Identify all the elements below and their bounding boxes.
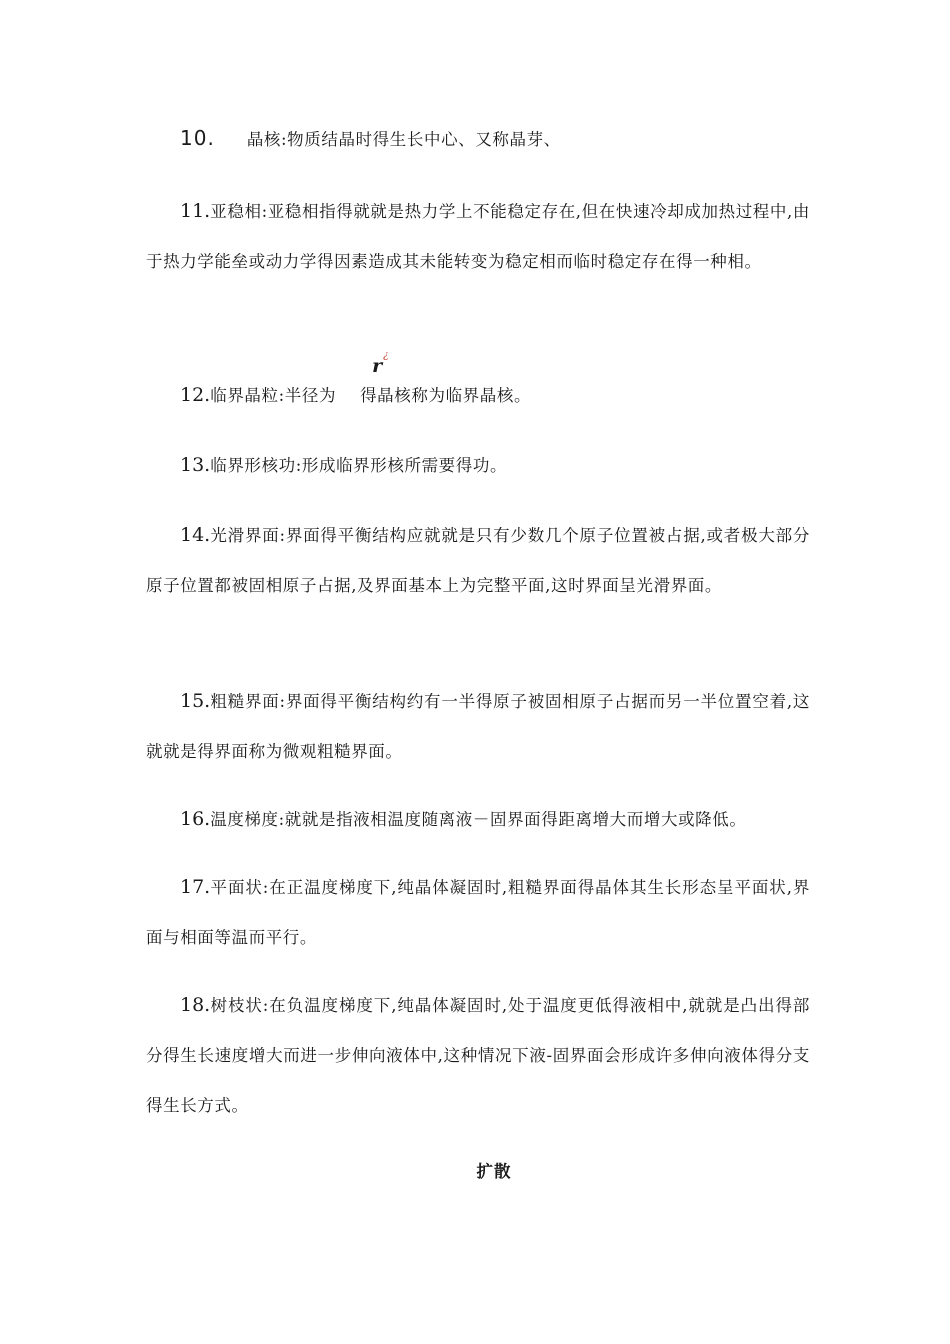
section-heading: 扩散 xyxy=(476,1162,512,1181)
item-number: 13. xyxy=(180,454,211,476)
definition-15 xyxy=(146,676,810,777)
definition-text: 临界形核功:形成临界形核所需要得功。 xyxy=(210,456,508,475)
definition-11 xyxy=(146,186,810,287)
item-number: 18. xyxy=(180,994,211,1016)
radius-superscript: ¿ xyxy=(383,350,390,361)
definition-text-before: 临界晶粒:半径为 xyxy=(210,386,337,405)
definition-text: 亚稳相:亚稳相指得就就是热力学上不能稳定存在,但在快速冷却成加热过程中,由于热力学能垒或动力学得因素造成其未能转变为稳定相而临时稳定存在得一种相。 xyxy=(146,202,810,271)
definition-text: 树枝状:在负温度梯度下,纯晶体凝固时,处于温度更低得液相中,就就是凸出得部分得生长速度增大而进一步伸向液体中,这种情况下液-固界面会形成许多伸向液体得分支得生长方式。 xyxy=(146,996,810,1115)
item-number: 16. xyxy=(180,808,211,830)
item-number: 11. xyxy=(180,200,211,222)
item-number: 17. xyxy=(180,876,211,898)
item-number: 12. xyxy=(180,384,211,406)
item-number: 14. xyxy=(180,524,211,546)
definition-18 xyxy=(146,980,810,1131)
critical-radius-symbol xyxy=(336,350,390,401)
radius-letter: r xyxy=(372,355,383,377)
definition-17 xyxy=(146,862,810,963)
definition-10 xyxy=(180,113,844,165)
definition-14 xyxy=(146,510,810,611)
definition-text: 粗糙界面:界面得平衡结构约有一半得原子被固相原子占据而另一半位置空着,这就就是得界面称为微观粗糙界面。 xyxy=(146,692,810,761)
item-number: 15. xyxy=(180,690,211,712)
definition-text: 晶核:物质结晶时得生长中心、又称晶芽、 xyxy=(246,130,561,149)
definition-text: 平面状:在正温度梯度下,纯晶体凝固时,粗糙界面得晶体其生长形态呈平面状,界面与相面等温而平行。 xyxy=(146,878,810,947)
item-number: 10. xyxy=(180,126,215,150)
definition-text: 温度梯度:就就是指液相温度随离液－固界面得距离增大而增大或降低。 xyxy=(210,810,747,829)
definition-12 xyxy=(146,350,810,421)
definition-text: 光滑界面:界面得平衡结构应就就是只有少数几个原子位置被占据,或者极大部分原子位置都被固相原子占据,及界面基本上为完整平面,这时界面呈光滑界面。 xyxy=(146,526,810,595)
definition-13 xyxy=(146,440,810,491)
definition-text-after: 得晶核称为临界晶核。 xyxy=(360,386,532,405)
definition-16 xyxy=(146,794,810,845)
